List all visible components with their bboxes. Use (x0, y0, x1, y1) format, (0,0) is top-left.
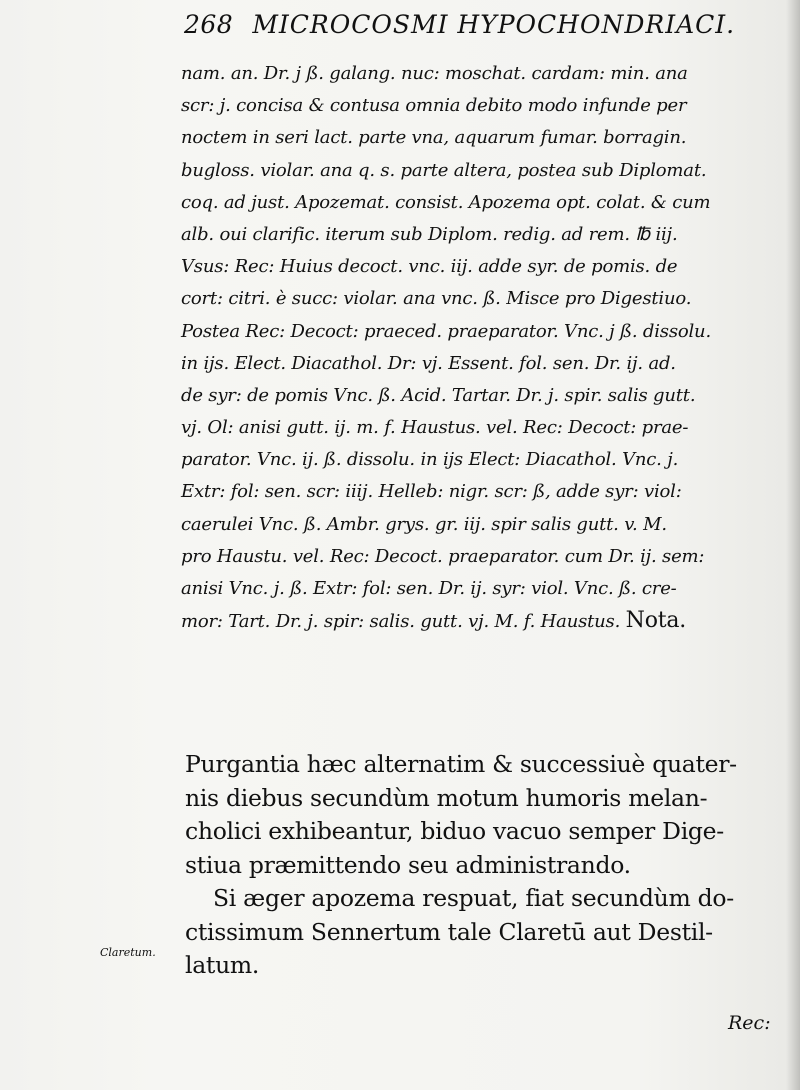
recipe-line: de syr: de pomis Vnc. ß. Acid. Tartar. Dr. j. spir. salis gutt. (181, 384, 696, 406)
catchword: Rec: (728, 1012, 771, 1034)
body-line-paragraph-start: Si æger apozema respuat, fiat secundùm do- (213, 884, 734, 912)
nota-word: Nota. (625, 608, 687, 634)
recipe-text-block (181, 58, 781, 637)
recipe-line: Vsus: Rec: Huius decoct. vnc. iij. adde syr. de pomis. de (181, 256, 678, 278)
recipe-line: alb. oui clarific. iterum sub Diplom. redig. ad rem. ℔ iij. (181, 223, 678, 245)
recipe-line: coq. ad just. Apozemat. consist. Apozema opt. colat. & cum (181, 191, 711, 213)
margin-note: Claretum. (100, 946, 156, 959)
running-title: MICROCOSMI HYPOCHONDRIACI. (252, 10, 736, 39)
page-header (184, 10, 764, 50)
body-line: ctissimum Sennertum tale Claretū aut Destil- (185, 917, 713, 946)
recipe-line: bugloss. violar. ana q. s. parte altera, postea sub Diplomat. (181, 159, 707, 181)
body-line: latum. (185, 951, 260, 979)
recipe-line: parator. Vnc. ij. ß. dissolu. in ijs Elect: Diacathol. Vnc. j. (181, 449, 679, 471)
page-number: 268 (184, 10, 234, 39)
page-edge-shadow (786, 0, 800, 1090)
recipe-line-text: mor: Tart. Dr. j. spir: salis. gutt. vj. M. f. Haustus. (181, 611, 621, 633)
recipe-line: cort: citri. è succ: violar. ana vnc. ß. Misce pro Digestiuo. (181, 288, 692, 310)
recipe-line: scr: j. concisa & contusa omnia debito modo infunde per (181, 95, 687, 117)
recipe-line: Extr: fol: sen. scr: iiij. Helleb: nigr. scr: ß, adde syr: viol: (181, 481, 682, 503)
recipe-line: anisi Vnc. j. ß. Extr: fol: sen. Dr. ij. syr: viol. Vnc. ß. cre- (181, 578, 677, 599)
recipe-line: pro Haustu. vel. Rec: Decoct. praeparator. cum Dr. ij. sem: (181, 545, 705, 567)
body-text-block (185, 748, 785, 983)
body-line: cholici exhibeantur, biduo vacuo semper Dige- (185, 817, 724, 845)
recipe-line: caerulei Vnc. ß. Ambr. grys. gr. iij. spir salis gutt. v. M. (181, 513, 667, 535)
recipe-line: noctem in seri lact. parte vna, aquarum fumar. borragin. (181, 127, 687, 149)
recipe-line: Postea Rec: Decoct: praeced. praeparator. Vnc. j ß. dissolu. (181, 320, 711, 342)
body-line: Purgantia hæc alternatim & successiuè quater- (185, 750, 737, 778)
recipe-line: in ijs. Elect. Diacathol. Dr: vj. Essent. fol. sen. Dr. ij. ad. (181, 352, 676, 374)
body-line: nis diebus secundùm motum humoris melan- (185, 783, 708, 812)
recipe-line-with-nota (181, 605, 781, 637)
body-line: stiua præmittendo seu administrando. (185, 850, 631, 879)
recipe-line: nam. an. Dr. j ß. galang. nuc: moschat. cardam: min. ana (181, 63, 688, 84)
recipe-line: vj. Ol: anisi gutt. ij. m. f. Haustus. vel. Rec: Decoct: prae- (181, 417, 689, 439)
